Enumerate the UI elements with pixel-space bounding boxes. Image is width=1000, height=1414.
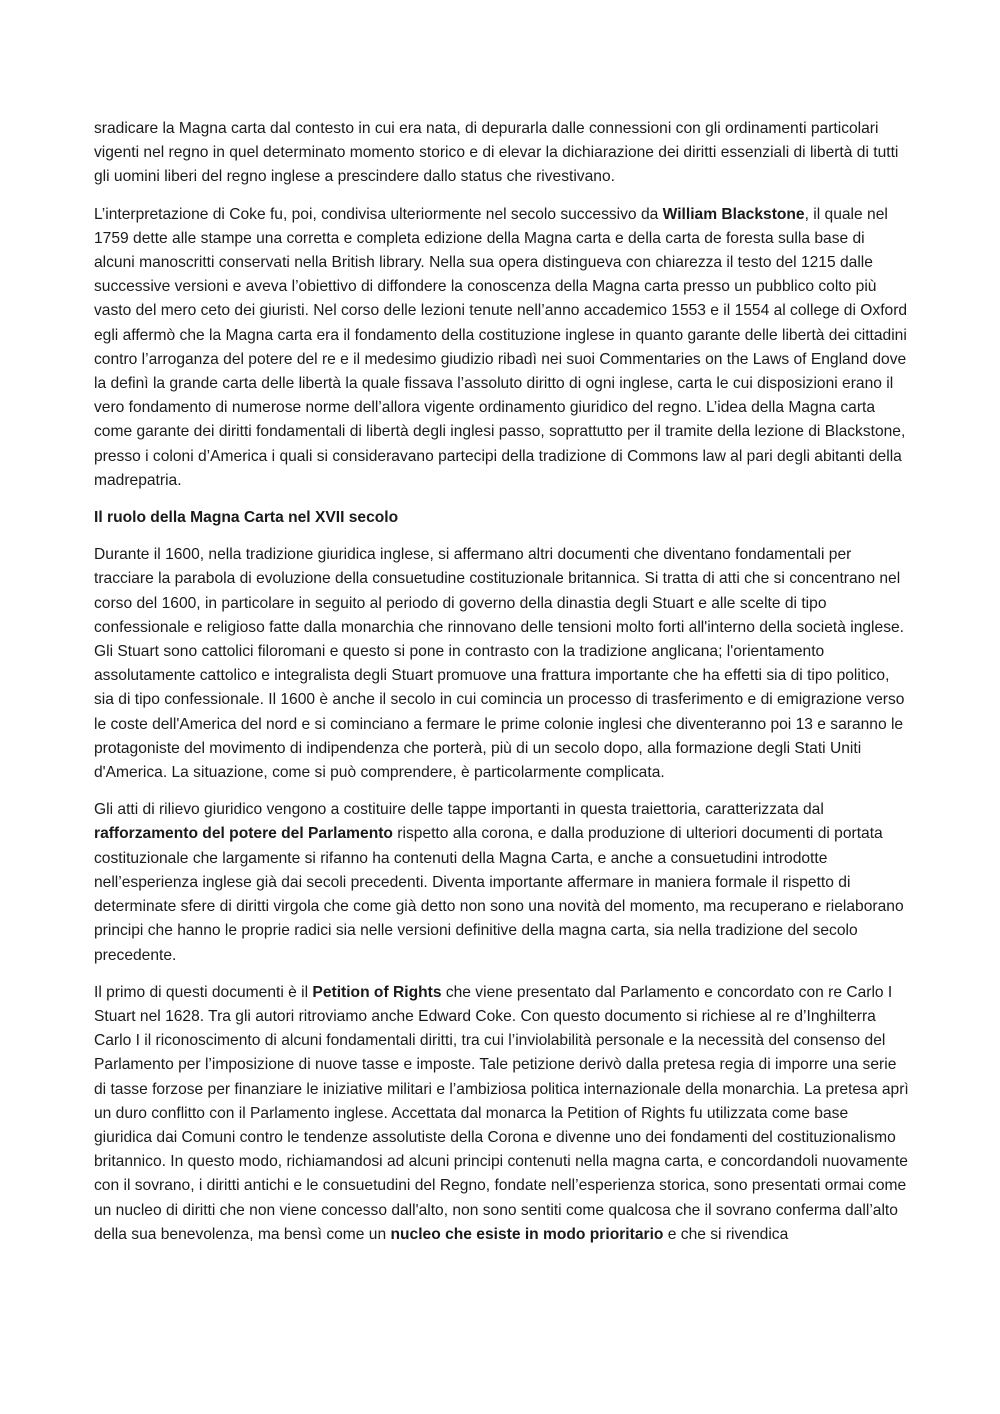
paragraph-blackstone-text-start: L’interpretazione di Coke fu, poi, condivisa ulteriormente nel secolo successivo da [94, 205, 663, 223]
paragraph-magna-carta-context: sradicare la Magna carta dal contesto in cui era nata, di depurarla dalle connessioni con gli ordinamenti particolari vigenti nel regno in quel determinato momento storico e di elevar la dichiarazione dei diritti essenziali di libertà di tutti gli uomini liberi del regno inglese a prescindere dallo status che rivestivano. [94, 120, 899, 186]
paragraph-parliament-power [94, 798, 909, 967]
paragraph-parliament-text-start: Gli atti di rilievo giuridico vengono a costituire delle tappe importanti in questa traiettoria, caratterizzata dal [94, 801, 824, 819]
section-heading: Il ruolo della Magna Carta nel XVII secolo [94, 509, 399, 527]
paragraph-petition-text-middle: che viene presentato dal Parlamento e concordato con re Carlo I Stuart nel 1628. Tra gli autori ritroviamo anche Edward Coke. Con questo documento si richiese al re d’Inghilterra Carlo I il riconoscimento di alcuni fondamentali diritti, tra cui l’inviolabilità personale e la necessità del consenso del Parlamento per l’imposizione di nuove tasse e imposte. Tale petizione derivò dalla pretesa regia di imporre una serie di tasse forzose per finanziare le iniziative militari e l’ambiziosa politica internazionale della monarchia. La pretesa aprì un duro conflitto con il Parlamento inglese. Accettata dal monarca la Petition of Rights fu utilizzata come base giuridica dai Comuni contro le tendenze assolutiste della Corona e divenne uno dei fondamenti del costituzionalismo britannico. In questo modo, richiamandosi ad alcuni principi contenuti nella magna carta, e concordandoli nuovamente con il sovrano, i diritti antichi e le consuetudini del Regno, fondate nell’esperienza storica, sono presentati ormai come un nucleo di diritti che non viene concesso dall'alto, non sono sentiti come qualcosa che il sovrano conferma dall’alto della sua benevolenza, ma bensì come un [94, 983, 909, 1243]
paragraph-blackstone [94, 203, 909, 493]
paragraph-parliament-text-end: rispetto alla corona, e dalla produzione di ulteriori documenti di portata costituzionale che largamente si rifanno ha contenuti della Magna Carta, e anche a consuetudini introdotte nell’esperienza inglese già dai secoli precedenti. Diventa importante affermare in maniera formale il rispetto di determinate sfere di diritti virgola che come già detto non sono una novità del momento, ma recuperano e rielaborano principi che hanno le proprie radici sia nelle versioni definitive della magna carta, sia nella tradizione del secolo precedente. [94, 825, 904, 964]
bold-petition-of-rights: Petition of Rights [312, 983, 442, 1001]
paragraph-1600-documents: Durante il 1600, nella tradizione giuridica inglese, si affermano altri documenti che diventano fondamentali per tracciare la parabola di evoluzione della consuetudine costituzionale britannica. Si tratta di atti che si concentrano nel corso del 1600, in particolare in seguito al periodo di governo della dinastia degli Stuart e alle scelte di tipo confessionale e religioso fatte dalla monarchia che rinnovano delle tensioni molto forti all'interno della società inglese. Gli Stuart sono cattolici filoromani e questo si pone in contrasto con la tradizione anglicana; l'orientamento assolutamente cattolico e integralista degli Stuart promuove una frattura importante che ha effetti sia di tipo politico, sia di tipo confessionale. Il 1600 è anche il secolo in cui comincia un processo di trasferimento e di emigrazione verso le coste dell'America del nord e si cominciano a fermare le prime colonie inglesi che diventeranno poi 13 e saranno le protagoniste del movimento di indipendenza che porterà, più di un secolo dopo, alla formazione degli Stati Uniti d'America. La situazione, come si può comprendere, è particolarmente complicata. [94, 546, 905, 782]
paragraph-blackstone-text-end: , il quale nel 1759 dette alle stampe una corretta e completa edizione della Magna carta e della carta de foresta sulla base di alcuni manoscritti conservati nella British library. Nella sua opera distingueva con chiarezza il testo del 1215 dalle successive versioni e aveva l’obiettivo di diffondere la conoscenza della Magna carta presso un pubblico colto più vasto del mero ceto dei giuristi. Nel corso delle lezioni tenute nell’anno accademico 1553 e il 1554 al college di Oxford egli affermò che la Magna carta era il fondamento della costituzione inglese in quanto garante delle libertà dei cittadini contro l’arroganza del potere del re e il medesimo giudizio ribadì nei suoi Commentaries on the Laws of England dove la definì la grande carta delle libertà la quale fissava l’assoluto diritto di ogni inglese, carta le cui disposizioni erano il vero fondamento di numerose norme dell’allora vigente ordinamento giuridico del regno. L’idea della Magna carta come garante dei diritti fondamentali di libertà degli inglesi passo, soprattutto per il tramite della lezione di Blackstone, presso i coloni d’America i quali si consideravano partecipi della tradizione di Commons law al pari degli abitanti della madrepatria. [94, 205, 908, 489]
paragraph-petition-text-start: Il primo di questi documenti è il [94, 983, 313, 1001]
bold-rafforzamento-parlamento: rafforzamento del potere del Parlamento [94, 825, 393, 843]
paragraph-petition-text-end: e che si rivendica [663, 1225, 789, 1243]
bold-william-blackstone: William Blackstone [662, 205, 805, 223]
bold-nucleo-prioritario: nucleo che esiste in modo prioritario [390, 1225, 664, 1243]
paragraph-petition-of-rights [94, 981, 909, 1247]
document-page [94, 117, 909, 1260]
